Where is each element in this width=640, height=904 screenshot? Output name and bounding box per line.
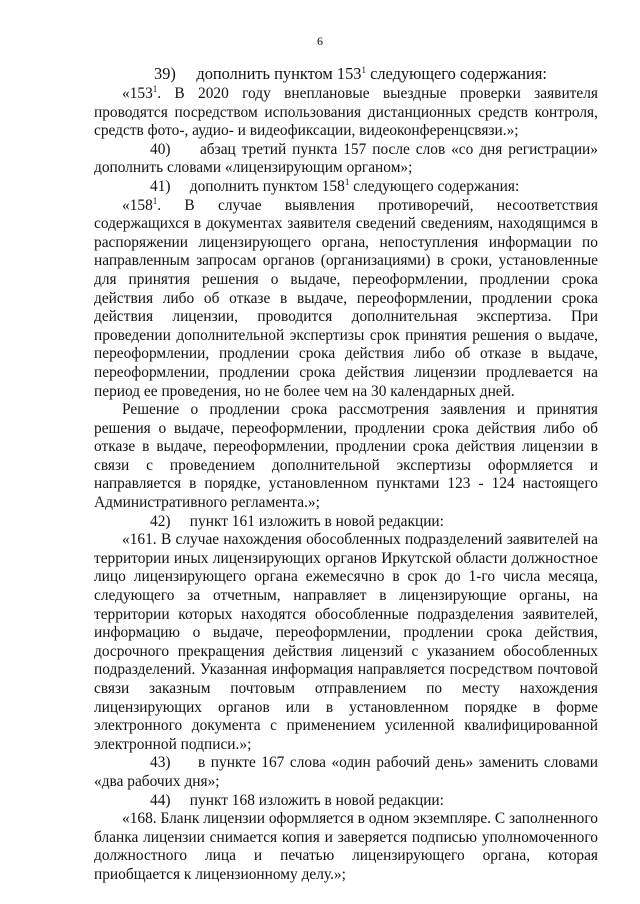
item-number: 44) [150,791,171,809]
paragraph-text-continued: следующего содержания: [365,64,547,83]
superscript-index: 1 [344,176,350,187]
paragraph-text: дополнить пунктом 158 [189,177,345,195]
list-item-paragraph [94,792,598,811]
quoted-paragraph [94,531,598,754]
paragraph-text: «158 [122,196,153,214]
paragraph-text: «153 [122,85,153,102]
list-item-paragraph [94,141,598,178]
paragraph-text: пункт 161 изложить в новой редакции: [189,512,444,530]
paragraph-text: пункт 168 изложить в новой редакции: [189,791,444,809]
list-item-paragraph [94,64,598,84]
quoted-paragraph [94,85,598,141]
paragraph-text: дополнить пунктом 153 [196,64,362,83]
quoted-paragraph [94,810,598,884]
superscript-index: 1 [361,65,366,75]
item-number: 40) [150,140,171,158]
superscript-index: 1 [152,84,158,94]
superscript-index: 1 [152,195,158,206]
item-number: 41) [150,177,171,195]
item-number: 43) [150,754,171,772]
paragraph-text-continued: . В случае выявления противоречий, несоответствия содержащихся в документах заявителя сведений сведениям, находящимся в распоряжении лицензирующего органа, непоступления информации по направленным запросам органов (организациями) в сроки, установленные для принятия решения о выдаче, переоформлении, продлении срока действия либо об отказе в выдаче, переоформлении, продлении срока действия лицензии, проводится дополнительная экспертиза. При проведении дополнительной экспертизы срок принятия решения о выдаче, переоформлении, продлении срока действия либо об отказе в выдаче, переоформлении, продлении срока действия лицензии продлевается на период ее проведения, но не более чем на 30 календарных дней. [94,196,598,400]
quoted-paragraph [94,401,598,513]
paragraph-text: Решение о продлении срока рассмотрения заявления и принятия решения о выдаче, переоформлении, продлении срока действия либо об отказе в выдаче, переоформлении, продлении срока действия лицензии в связи с проведением дополнительной экспертизы оформляется и направляется в порядке, установленном пунктами 123 - 124 настоящего Административного регламента.»; [94,401,598,512]
list-item-paragraph [94,178,598,197]
paragraph-text: «161. В случае нахождения обособленных подразделений заявителей на территории иных лицензирующих органов Иркутской области должностное лицо лицензирующего органа ежемесячно в срок до 1-го числа месяца, следующего за отчетным, направляет в лицензирующие органы, на территории которых находятся обособленные подразделения заявителей, информацию о выдаче, переоформлении, продлении срока действия, досрочного прекращения действия лицензий с указанием обособленных подразделений. Указанная информация направляется посредством почтовой связи заказным почтовым отправлением по месту нахождения лицензирующих органов или в установленном порядке в форме электронного документа с применением усиленной квалифицированной электронной подписи.»; [94,531,598,753]
paragraph-text: «168. Бланк лицензии оформляется в одном экземпляре. С заполненного бланка лицензии снимается копия и заверяется подписью уполномоченного должностного лица и печатью лицензирующего органа, которая приобщается к лицензионному делу.»; [94,810,598,883]
paragraph-text-continued: следующего содержания: [349,177,520,195]
paragraph-text: в пункте 167 слова «один рабочий день» заменить словами «два рабочих дня»; [94,754,598,790]
item-number: 42) [150,512,171,530]
list-item-paragraph [94,513,598,532]
paragraph-text-continued: . В 2020 году внеплановые выездные проверки заявителя проводятся посредством использования дистанционных средств контроля, средств фото-, аудио- и видеофиксации, видеоконференцсвязи.»; [94,85,598,140]
list-item-paragraph [94,754,598,791]
document-body [94,64,598,885]
item-number: 39) [154,64,176,83]
paragraph-text: абзац третий пункта 157 после слов «со дня регистрации» дополнить словами «лицензирующим органом»; [94,140,598,177]
page-number: 6 [317,34,323,48]
quoted-paragraph [94,197,598,402]
